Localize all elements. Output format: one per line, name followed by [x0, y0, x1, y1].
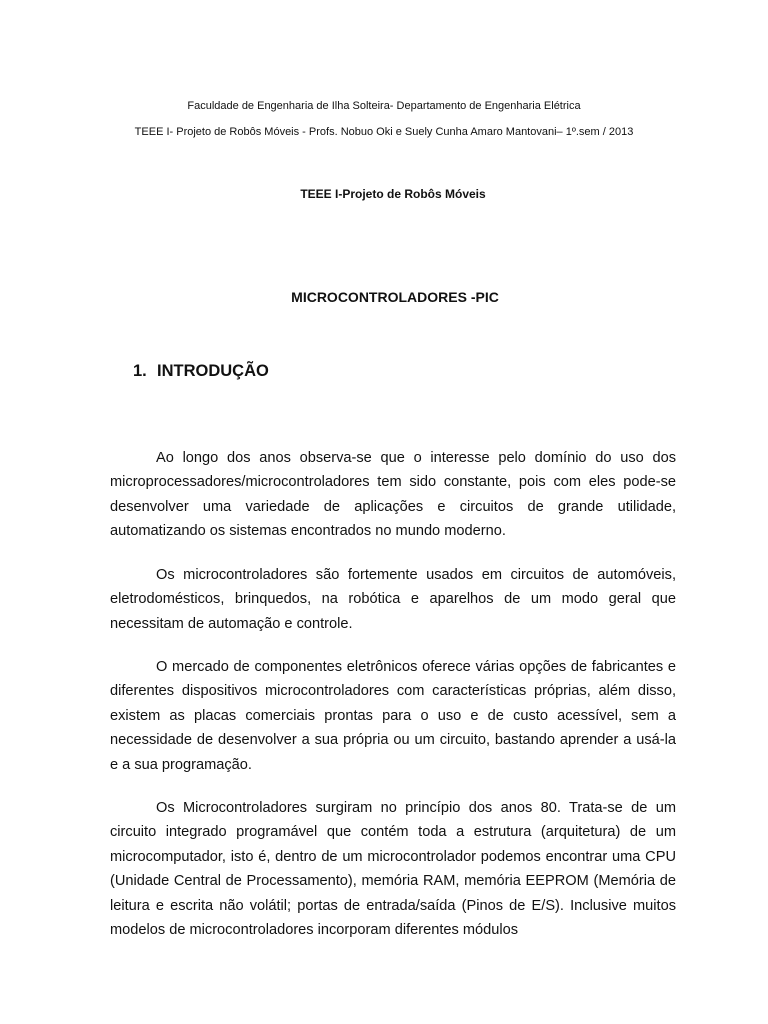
paragraph: O mercado de componentes eletrônicos oferece várias opções de fabricantes e diferentes dispositivos microcontroladores com características próprias, além disso, existem as placas comerciais prontas para o uso e de custo acessível, sem a necessidade de desenvolver a sua própria ou um circuito, bastando aprender a usá-la e a sua programação. [110, 659, 676, 773]
document-title: TEEE I-Projeto de Robôs Móveis [300, 187, 486, 201]
section-title: INTRODUÇÃO [157, 362, 269, 380]
paragraph: Ao longo dos anos observa-se que o interesse pelo domínio do uso dos microprocessadores/microcontroladores tem sido constante, pois com eles pode-se desenvolver uma variedade de aplicações e circuitos de grande utilidade, automatizando os sistemas encontrados no mundo moderno. [110, 450, 676, 540]
institution-header: Faculdade de Engenharia de Ilha Solteira- Departamento de Engenharia Elétrica [187, 100, 581, 112]
document-subject: MICROCONTROLADORES -PIC [291, 289, 499, 305]
paragraph: Os microcontroladores são fortemente usados em circuitos de automóveis, eletrodomésticos, brinquedos, na robótica e aparelhos de um modo geral que necessitam de automação e controle. [110, 567, 676, 632]
section-number: 1. [133, 362, 147, 380]
paragraph: Os Microcontroladores surgiram no princípio dos anos 80. Trata-se de um circuito integrado programável que contém toda a estrutura (arquitetura) de um microcomputador, isto é, dentro de um microcontrolador podemos encontrar uma CPU (Unidade Central de Processamento), memória RAM, memória EEPROM (Memória de leitura e escrita não volátil; portas de entrada/saída (Pinos de E/S). Inclusive muitos modelos de microcontroladores incorporam diferentes módulos [110, 800, 676, 939]
course-header: TEEE I- Projeto de Robôs Móveis - Profs. Nobuo Oki e Suely Cunha Amaro Mantovani– 1º.sem / 2013 [134, 126, 634, 138]
section-heading [133, 362, 269, 381]
